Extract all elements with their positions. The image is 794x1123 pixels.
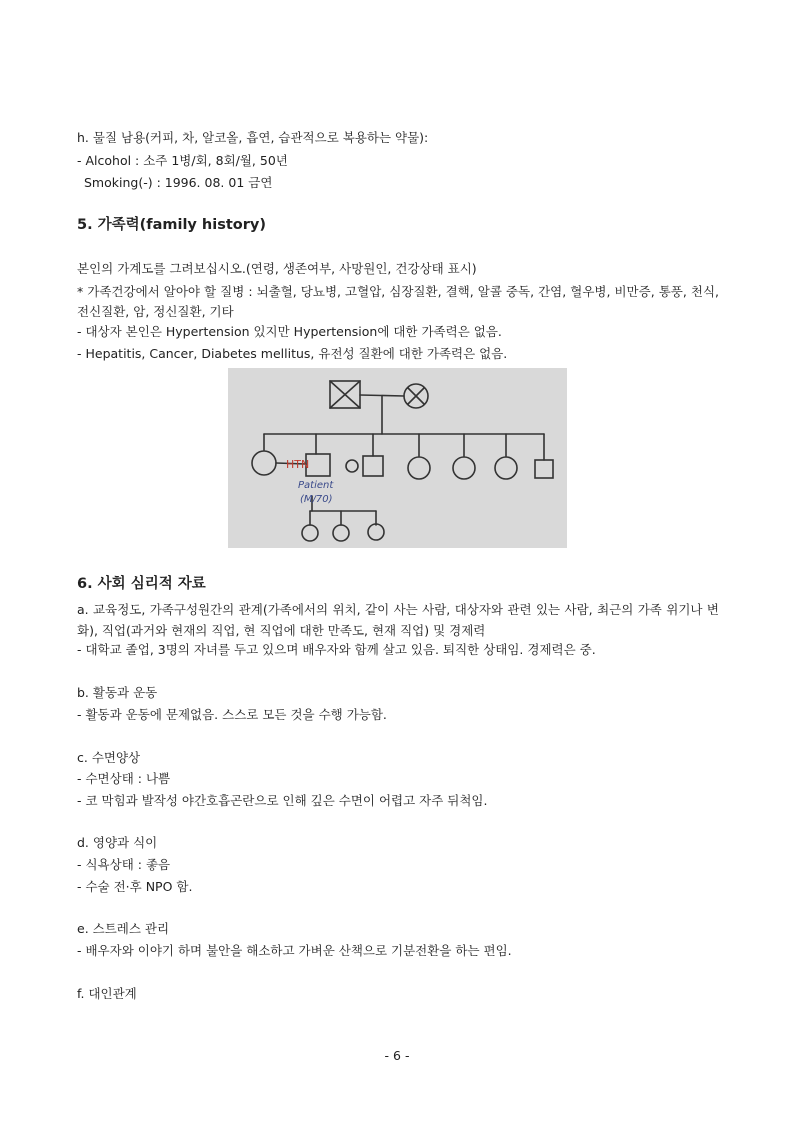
sibling-small-circle — [346, 460, 358, 472]
substance-abuse-heading: h. 물질 남용(커피, 차, 알코올, 흡연, 습관적으로 복용하는 약물): — [77, 130, 429, 145]
activity-text: - 활동과 운동에 문제없음. 스스로 모든 것을 수행 가능함. — [77, 707, 387, 722]
family-disease-list: * 가족건강에서 알아야 할 질병 : 뇌출혈, 당뇨병, 고혈압, 심장질환, 결핵, 알콜 중독, 간염, 혈우병, 비만증, 통풍, 천식, 전신질환, 암, 정신질환, 기타 — [77, 284, 719, 319]
patient-square — [306, 454, 330, 476]
relationships-heading: f. 대인관계 — [77, 986, 137, 1001]
activity-heading: b. 활동과 운동 — [77, 685, 158, 700]
education-family-text: - 대학교 졸업, 3명의 자녀를 두고 있으며 배우자와 함께 살고 있음. 퇴직한 상태임. 경제력은 중. — [77, 642, 596, 657]
sleep-status: - 수면상태 : 나쁨 — [77, 771, 171, 786]
smoking-info: Smoking(-) : 1996. 08. 01 금연 — [84, 175, 273, 190]
stress-heading: e. 스트레스 관리 — [77, 921, 170, 936]
sibling-circle-1 — [408, 457, 430, 479]
pedigree-instruction: 본인의 가계도를 그려보십시오.(연령, 생존여부, 사망원인, 건강상태 표시) — [77, 261, 477, 276]
education-family-heading: a. 교육정도, 가족구성원간의 관계(가족에서의 위치, 같이 사는 사람, 대상자와 관련 있는 사람, 최근의 가족 위기나 변화), 직업(과거와 현재의 직업, 현 직업에 대한 만족도, 현재 직업) 및 경제력 — [77, 602, 719, 638]
appetite-status: - 식욕상태 : 좋음 — [77, 857, 171, 872]
family-history-title: 5. 가족력(family history) — [77, 217, 266, 233]
alcohol-info: - Alcohol : 소주 1병/회, 8회/월, 50년 — [77, 153, 288, 168]
spouse-circle — [252, 451, 276, 475]
sibling-circle-2 — [453, 457, 475, 479]
sibling-square-2 — [535, 460, 553, 478]
htn-label: HTN — [286, 458, 310, 471]
psychosocial-title: 6. 사회 심리적 자료 — [77, 576, 206, 592]
sleep-detail: - 코 막힘과 발작성 야간호흡곤란으로 인해 깊은 수면이 어렵고 자주 뒤척임. — [77, 793, 488, 808]
sibling-circle-3 — [495, 457, 517, 479]
family-history-note-2: - Hepatitis, Cancer, Diabetes mellitus, 유전성 질환에 대한 가족력은 없음. — [77, 346, 508, 361]
page-number: - 6 - — [384, 1048, 410, 1063]
pedigree-svg — [228, 368, 567, 548]
pedigree-diagram — [228, 368, 567, 548]
sleep-heading: c. 수면양상 — [77, 750, 141, 765]
stress-text: - 배우자와 이야기 하며 불안을 해소하고 가벼운 산책으로 기분전환을 하는 편임. — [77, 943, 512, 958]
family-history-note-1: - 대상자 본인은 Hypertension 있지만 Hypertension에 대한 가족력은 없음. — [77, 324, 502, 339]
npo-note: - 수술 전·후 NPO 함. — [77, 879, 193, 894]
child-circle-2 — [333, 525, 349, 541]
child-circle-1 — [302, 525, 318, 541]
sibling-square-1 — [363, 456, 383, 476]
child-circle-3 — [368, 524, 384, 540]
nutrition-heading: d. 영양과 식이 — [77, 835, 158, 850]
patient-label: Patient — [298, 480, 334, 491]
patient-sub-label: (M/70) — [300, 494, 333, 505]
